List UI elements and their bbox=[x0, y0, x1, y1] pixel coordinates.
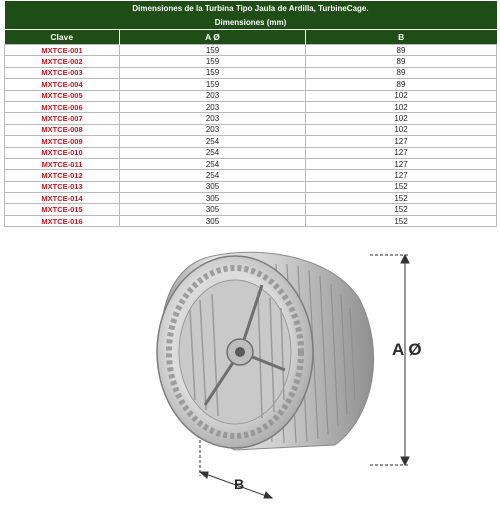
turbine-front-face bbox=[157, 256, 313, 448]
table-title: Dimensiones de la Turbina Tipo Jaula de Ardilla, TurbineCage. bbox=[5, 1, 497, 16]
dimensions-table bbox=[4, 1, 497, 227]
dimension-a-label: A Ø bbox=[392, 340, 422, 359]
cell-clave: MXTCE-006 bbox=[5, 101, 120, 112]
dimensions-document bbox=[4, 1, 496, 227]
cell-clave: MXTCE-007 bbox=[5, 113, 120, 124]
cell-b: 127 bbox=[306, 170, 497, 181]
cell-a: 159 bbox=[120, 67, 306, 78]
cell-a: 203 bbox=[120, 101, 306, 112]
dimension-b-label: B bbox=[234, 476, 245, 492]
cell-a: 254 bbox=[120, 170, 306, 181]
table-row bbox=[5, 136, 497, 147]
cell-b: 152 bbox=[306, 193, 497, 204]
cell-b: 152 bbox=[306, 215, 497, 226]
cell-clave: MXTCE-015 bbox=[5, 204, 120, 215]
cell-a: 305 bbox=[120, 204, 306, 215]
table-row bbox=[5, 79, 497, 90]
cell-a: 203 bbox=[120, 124, 306, 135]
table-row bbox=[5, 101, 497, 112]
column-header-b: B bbox=[306, 30, 497, 45]
cell-a: 254 bbox=[120, 158, 306, 169]
cell-b: 102 bbox=[306, 101, 497, 112]
cell-clave: MXTCE-009 bbox=[5, 136, 120, 147]
turbine-figure bbox=[0, 240, 500, 500]
cell-clave: MXTCE-013 bbox=[5, 181, 120, 192]
cell-b: 127 bbox=[306, 147, 497, 158]
table-row bbox=[5, 147, 497, 158]
cell-b: 127 bbox=[306, 158, 497, 169]
cell-a: 203 bbox=[120, 113, 306, 124]
cell-clave: MXTCE-011 bbox=[5, 158, 120, 169]
cell-a: 305 bbox=[120, 193, 306, 204]
cell-clave: MXTCE-014 bbox=[5, 193, 120, 204]
turbine-drawing bbox=[0, 240, 500, 500]
cell-b: 152 bbox=[306, 181, 497, 192]
cell-b: 152 bbox=[306, 204, 497, 215]
cell-clave: MXTCE-016 bbox=[5, 215, 120, 226]
table-subtitle: Dimensiones (mm) bbox=[5, 16, 497, 30]
cell-a: 203 bbox=[120, 90, 306, 101]
table-row bbox=[5, 90, 497, 101]
table-row bbox=[5, 45, 497, 56]
cell-a: 305 bbox=[120, 215, 306, 226]
cell-clave: MXTCE-001 bbox=[5, 45, 120, 56]
cell-a: 254 bbox=[120, 147, 306, 158]
cell-b: 102 bbox=[306, 124, 497, 135]
cell-a: 159 bbox=[120, 56, 306, 67]
table-row bbox=[5, 204, 497, 215]
cell-b: 102 bbox=[306, 90, 497, 101]
dimension-a bbox=[370, 255, 410, 465]
cell-b: 89 bbox=[306, 56, 497, 67]
table-row bbox=[5, 170, 497, 181]
column-header-clave: Clave bbox=[5, 30, 120, 45]
table-row bbox=[5, 193, 497, 204]
cell-a: 305 bbox=[120, 181, 306, 192]
cell-a: 254 bbox=[120, 136, 306, 147]
table-row bbox=[5, 67, 497, 78]
cell-clave: MXTCE-004 bbox=[5, 79, 120, 90]
table-body bbox=[5, 45, 497, 227]
hub-bore bbox=[235, 347, 245, 357]
cell-b: 89 bbox=[306, 79, 497, 90]
cell-clave: MXTCE-012 bbox=[5, 170, 120, 181]
cell-clave: MXTCE-002 bbox=[5, 56, 120, 67]
cell-clave: MXTCE-010 bbox=[5, 147, 120, 158]
cell-b: 89 bbox=[306, 67, 497, 78]
column-header-a: A Ø bbox=[120, 30, 306, 45]
cell-b: 102 bbox=[306, 113, 497, 124]
table-row bbox=[5, 113, 497, 124]
table-row bbox=[5, 56, 497, 67]
table-row bbox=[5, 124, 497, 135]
cell-clave: MXTCE-005 bbox=[5, 90, 120, 101]
cell-clave: MXTCE-003 bbox=[5, 67, 120, 78]
table-row bbox=[5, 215, 497, 226]
cell-a: 159 bbox=[120, 45, 306, 56]
cell-b: 127 bbox=[306, 136, 497, 147]
cell-clave: MXTCE-008 bbox=[5, 124, 120, 135]
cell-b: 89 bbox=[306, 45, 497, 56]
cell-a: 159 bbox=[120, 79, 306, 90]
table-row bbox=[5, 181, 497, 192]
table-row bbox=[5, 158, 497, 169]
